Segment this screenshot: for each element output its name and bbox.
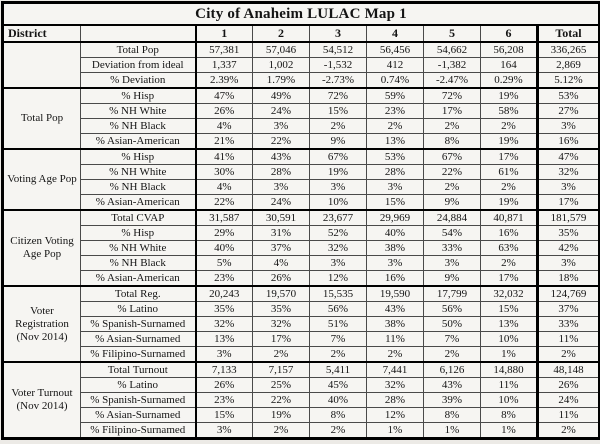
district-value: 9% — [424, 195, 481, 211]
district-value: 35% — [196, 302, 253, 317]
district-value: 15,535 — [310, 286, 367, 302]
district-value: 22% — [253, 393, 310, 408]
district-value: 52% — [310, 226, 367, 241]
table-row — [3, 58, 600, 73]
district-value: 8% — [424, 134, 481, 150]
district-value: 29% — [196, 226, 253, 241]
column-header-row — [3, 25, 600, 42]
district-value: 0.74% — [367, 73, 424, 89]
district-value: 47% — [196, 88, 253, 104]
table-row — [3, 88, 600, 104]
title-row — [3, 3, 600, 26]
district-column-header: 6 — [481, 25, 538, 42]
district-value: 2% — [310, 423, 367, 439]
district-value: 4% — [196, 180, 253, 195]
district-value: 10% — [481, 332, 538, 347]
district-value: 39% — [424, 393, 481, 408]
row-label: Total Reg. — [81, 286, 196, 302]
district-value: 2% — [310, 119, 367, 134]
row-label: Deviation from ideal — [81, 58, 196, 73]
district-value: 28% — [367, 165, 424, 180]
district-value: 32% — [310, 241, 367, 256]
district-value: 67% — [310, 149, 367, 165]
district-value: 19% — [253, 408, 310, 423]
district-value: 2% — [481, 256, 538, 271]
district-value: 3% — [196, 423, 253, 439]
district-value: 26% — [253, 271, 310, 287]
row-label-header — [81, 25, 196, 42]
district-value: 16% — [481, 226, 538, 241]
district-value: 1% — [481, 423, 538, 439]
table-row — [3, 256, 600, 271]
district-column-header: 2 — [253, 25, 310, 42]
table-row — [3, 393, 600, 408]
district-value: 2% — [424, 180, 481, 195]
row-label: % Hisp — [81, 149, 196, 165]
row-label: % Filipino-Surnamed — [81, 347, 196, 363]
district-value: 15% — [481, 302, 538, 317]
district-value: 3% — [310, 180, 367, 195]
district-value: 11% — [481, 378, 538, 393]
total-value: 11% — [538, 332, 600, 347]
total-value: 3% — [538, 119, 600, 134]
district-value: -2.47% — [424, 73, 481, 89]
district-value: 26% — [196, 104, 253, 119]
district-value: 56% — [424, 302, 481, 317]
district-value: 23% — [367, 104, 424, 119]
district-value: 67% — [424, 149, 481, 165]
total-value: 3% — [538, 256, 600, 271]
district-value: 40% — [367, 226, 424, 241]
section-label: Voting Age Pop — [3, 149, 81, 210]
table-row — [3, 104, 600, 119]
row-label: % Asian-Surnamed — [81, 408, 196, 423]
district-value: 2% — [367, 119, 424, 134]
district-value: 32,032 — [481, 286, 538, 302]
table-row — [3, 42, 600, 58]
district-value: 58% — [481, 104, 538, 119]
row-label: % Hisp — [81, 88, 196, 104]
table-row — [3, 165, 600, 180]
district-value: 23% — [196, 271, 253, 287]
district-value: 1,337 — [196, 58, 253, 73]
table-row — [3, 195, 600, 211]
district-value: 1.79% — [253, 73, 310, 89]
district-value: 2% — [367, 347, 424, 363]
district-value: 63% — [481, 241, 538, 256]
district-value: 23% — [196, 393, 253, 408]
district-value: 3% — [196, 347, 253, 363]
row-label: % NH White — [81, 104, 196, 119]
district-value: 53% — [367, 149, 424, 165]
row-label: % Asian-American — [81, 271, 196, 287]
district-column-header: 1 — [196, 25, 253, 42]
district-value: 41% — [196, 149, 253, 165]
district-value: 54,512 — [310, 42, 367, 58]
district-column-header: 3 — [310, 25, 367, 42]
district-value: 38% — [367, 241, 424, 256]
district-value: 56,208 — [481, 42, 538, 58]
total-value: 2% — [538, 347, 600, 363]
row-label: % Spanish-Surnamed — [81, 393, 196, 408]
district-value: 10% — [481, 393, 538, 408]
district-value: 22% — [253, 134, 310, 150]
district-value: 31% — [253, 226, 310, 241]
district-column-header: 5 — [424, 25, 481, 42]
section-label: Voter Turnout (Nov 2014) — [3, 362, 81, 439]
district-value: 12% — [310, 271, 367, 287]
district-value: 3% — [424, 256, 481, 271]
total-value: 32% — [538, 165, 600, 180]
row-label: % NH White — [81, 165, 196, 180]
row-label: % Filipino-Surnamed — [81, 423, 196, 439]
district-value: -2.73% — [310, 73, 367, 89]
district-value: 59% — [367, 88, 424, 104]
total-value: 47% — [538, 149, 600, 165]
district-value: 15% — [367, 195, 424, 211]
table-row — [3, 241, 600, 256]
district-value: 2% — [481, 119, 538, 134]
district-value: 9% — [424, 271, 481, 287]
section-label — [3, 42, 81, 88]
district-value: 17% — [424, 104, 481, 119]
district-value: 13% — [196, 332, 253, 347]
row-label: % Asian-American — [81, 134, 196, 150]
total-value: 26% — [538, 378, 600, 393]
district-value: 35% — [253, 302, 310, 317]
district-value: 30,591 — [253, 210, 310, 226]
total-value: 35% — [538, 226, 600, 241]
district-value: 3% — [253, 180, 310, 195]
table-row — [3, 271, 600, 287]
district-value: 30% — [196, 165, 253, 180]
table-row — [3, 149, 600, 165]
district-value: 54,662 — [424, 42, 481, 58]
district-value: 8% — [481, 408, 538, 423]
district-value: 43% — [424, 378, 481, 393]
district-value: 24% — [253, 104, 310, 119]
district-value: 10% — [310, 195, 367, 211]
district-value: 7,157 — [253, 362, 310, 378]
district-value: 14,880 — [481, 362, 538, 378]
district-value: 19% — [481, 195, 538, 211]
table-row — [3, 378, 600, 393]
table-row — [3, 423, 600, 439]
district-value: 43% — [253, 149, 310, 165]
total-value: 11% — [538, 408, 600, 423]
district-value: 15% — [196, 408, 253, 423]
district-value: 17% — [481, 271, 538, 287]
district-value: 2% — [481, 180, 538, 195]
district-value: 24% — [253, 195, 310, 211]
district-value: 31,587 — [196, 210, 253, 226]
district-value: 1% — [367, 423, 424, 439]
district-value: 19,590 — [367, 286, 424, 302]
district-value: 72% — [424, 88, 481, 104]
table-row — [3, 210, 600, 226]
total-value: 5.12% — [538, 73, 600, 89]
row-label: % NH White — [81, 241, 196, 256]
district-value: 22% — [424, 165, 481, 180]
district-value: 33% — [424, 241, 481, 256]
district-value: 19% — [481, 88, 538, 104]
district-column-header: 4 — [367, 25, 424, 42]
section-label: Citizen Voting Age Pop — [3, 210, 81, 286]
total-value: 3% — [538, 180, 600, 195]
district-value: 15% — [310, 104, 367, 119]
row-label: % Spanish-Surnamed — [81, 317, 196, 332]
district-value: 23,677 — [310, 210, 367, 226]
district-value: 11% — [367, 332, 424, 347]
total-value: 33% — [538, 317, 600, 332]
district-value: 3% — [253, 119, 310, 134]
table-body — [3, 42, 600, 439]
district-value: 57,046 — [253, 42, 310, 58]
table-row — [3, 226, 600, 241]
district-value: -1,382 — [424, 58, 481, 73]
row-label: Total CVAP — [81, 210, 196, 226]
district-value: 12% — [367, 408, 424, 423]
section-label: Total Pop — [3, 88, 81, 149]
district-value: 9% — [310, 134, 367, 150]
table-row — [3, 332, 600, 347]
district-value: 2% — [310, 347, 367, 363]
table-row — [3, 286, 600, 302]
table-row — [3, 347, 600, 363]
district-value: 32% — [196, 317, 253, 332]
district-value: 19% — [481, 134, 538, 150]
district-value: 25% — [253, 378, 310, 393]
district-value: 19% — [310, 165, 367, 180]
row-label: % NH Black — [81, 256, 196, 271]
district-value: 5% — [196, 256, 253, 271]
district-value: 32% — [367, 378, 424, 393]
district-value: 38% — [367, 317, 424, 332]
total-value: 27% — [538, 104, 600, 119]
district-value: 3% — [367, 180, 424, 195]
district-value: 61% — [481, 165, 538, 180]
district-value: 22% — [196, 195, 253, 211]
lulac-map-table — [1, 1, 600, 440]
row-label: % Latino — [81, 302, 196, 317]
row-label: % NH Black — [81, 119, 196, 134]
table-row — [3, 302, 600, 317]
district-value: 19,570 — [253, 286, 310, 302]
district-value: 7,441 — [367, 362, 424, 378]
district-value: 13% — [367, 134, 424, 150]
district-value: 37% — [253, 241, 310, 256]
district-value: 2% — [253, 347, 310, 363]
total-value: 2,869 — [538, 58, 600, 73]
total-value: 48,148 — [538, 362, 600, 378]
district-value: 16% — [367, 271, 424, 287]
row-label: % Deviation — [81, 73, 196, 89]
district-value: 6,126 — [424, 362, 481, 378]
district-value: 40% — [310, 393, 367, 408]
district-value: 5,411 — [310, 362, 367, 378]
row-label: % Asian-American — [81, 195, 196, 211]
district-value: 28% — [367, 393, 424, 408]
total-value: 17% — [538, 195, 600, 211]
district-value: 45% — [310, 378, 367, 393]
district-value: 8% — [424, 408, 481, 423]
district-value: 4% — [253, 256, 310, 271]
table-row — [3, 119, 600, 134]
row-label: % Asian-Surnamed — [81, 332, 196, 347]
table-row — [3, 362, 600, 378]
district-value: 4% — [196, 119, 253, 134]
district-value: 43% — [367, 302, 424, 317]
district-value: 40,871 — [481, 210, 538, 226]
district-value: 21% — [196, 134, 253, 150]
district-value: 412 — [367, 58, 424, 73]
total-value: 42% — [538, 241, 600, 256]
district-value: 2% — [253, 423, 310, 439]
district-value: 51% — [310, 317, 367, 332]
district-value: 1% — [481, 347, 538, 363]
district-value: 7% — [310, 332, 367, 347]
district-value: -1,532 — [310, 58, 367, 73]
table-row — [3, 73, 600, 89]
total-value: 181,579 — [538, 210, 600, 226]
row-label: Total Pop — [81, 42, 196, 58]
district-value: 13% — [481, 317, 538, 332]
district-value: 7,133 — [196, 362, 253, 378]
district-value: 26% — [196, 378, 253, 393]
row-label: % NH Black — [81, 180, 196, 195]
district-value: 1% — [424, 423, 481, 439]
total-value: 18% — [538, 271, 600, 287]
district-value: 3% — [310, 256, 367, 271]
district-corner-label: District — [3, 25, 81, 42]
district-value: 7% — [424, 332, 481, 347]
district-value: 164 — [481, 58, 538, 73]
total-column-header: Total — [538, 25, 600, 42]
table-row — [3, 317, 600, 332]
district-value: 1,002 — [253, 58, 310, 73]
district-value: 29,969 — [367, 210, 424, 226]
page-title: City of Anaheim LULAC Map 1 — [3, 3, 600, 26]
row-label: % Hisp — [81, 226, 196, 241]
district-value: 2% — [424, 119, 481, 134]
district-value: 50% — [424, 317, 481, 332]
total-value: 2% — [538, 423, 600, 439]
district-value: 17% — [253, 332, 310, 347]
total-value: 24% — [538, 393, 600, 408]
district-value: 40% — [196, 241, 253, 256]
district-value: 32% — [253, 317, 310, 332]
district-value: 28% — [253, 165, 310, 180]
total-value: 53% — [538, 88, 600, 104]
total-value: 37% — [538, 302, 600, 317]
row-label: % Latino — [81, 378, 196, 393]
table-head — [3, 3, 600, 43]
district-value: 54% — [424, 226, 481, 241]
table-row — [3, 134, 600, 150]
district-value: 56,456 — [367, 42, 424, 58]
district-value: 8% — [310, 408, 367, 423]
district-value: 2% — [424, 347, 481, 363]
table-row — [3, 408, 600, 423]
section-label: Voter Registration (Nov 2014) — [3, 286, 81, 362]
district-value: 72% — [310, 88, 367, 104]
row-label: Total Turnout — [81, 362, 196, 378]
district-value: 20,243 — [196, 286, 253, 302]
district-value: 17% — [481, 149, 538, 165]
district-value: 2.39% — [196, 73, 253, 89]
district-value: 0.29% — [481, 73, 538, 89]
total-value: 336,265 — [538, 42, 600, 58]
total-value: 16% — [538, 134, 600, 150]
table-row — [3, 180, 600, 195]
total-value: 124,769 — [538, 286, 600, 302]
district-value: 24,884 — [424, 210, 481, 226]
district-value: 3% — [367, 256, 424, 271]
district-value: 49% — [253, 88, 310, 104]
district-value: 57,381 — [196, 42, 253, 58]
district-value: 56% — [310, 302, 367, 317]
district-value: 17,799 — [424, 286, 481, 302]
